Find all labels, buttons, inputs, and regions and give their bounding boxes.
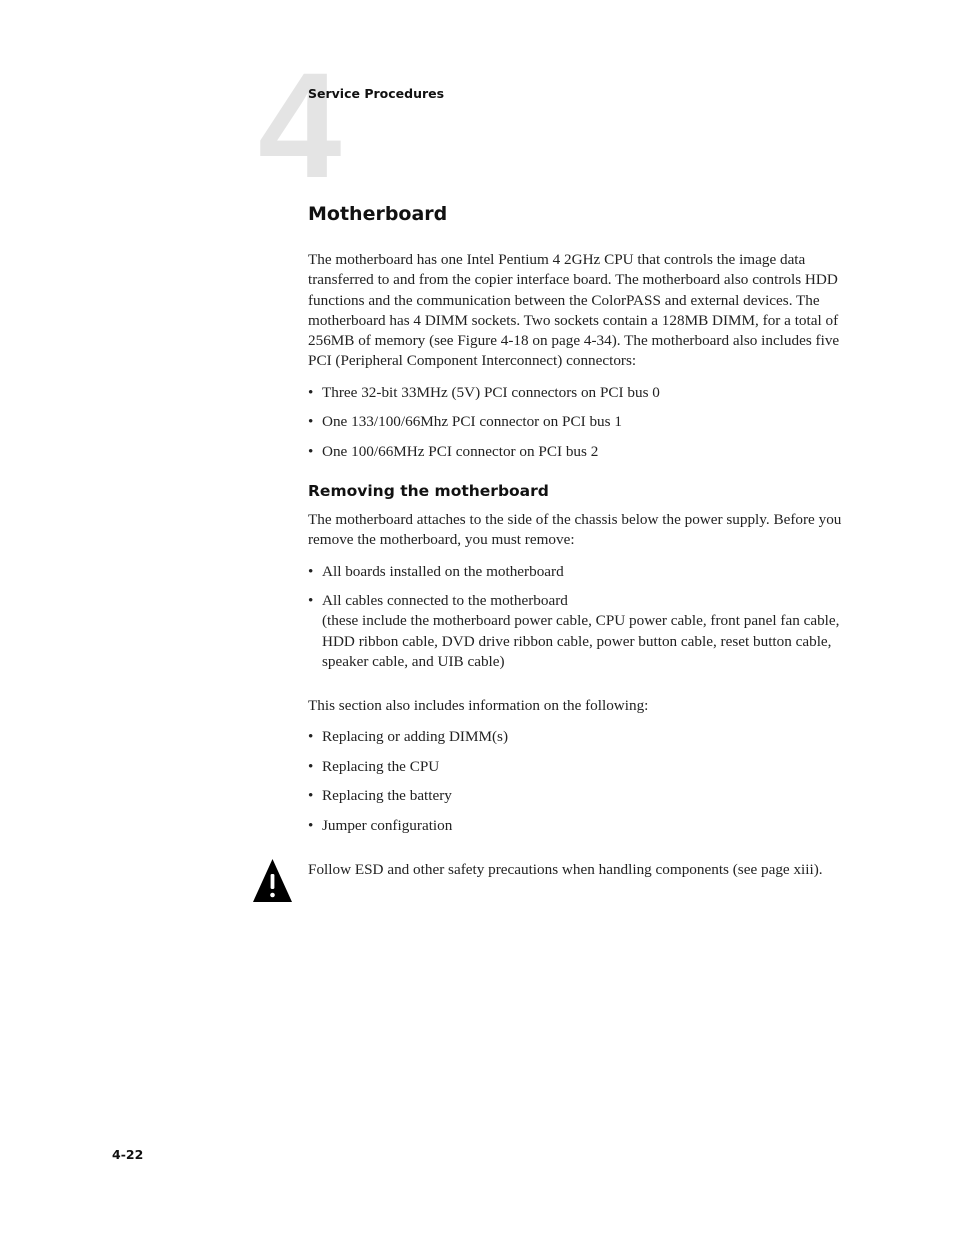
chapter-number: 4 <box>258 41 338 209</box>
subsection-intro-paragraph: The motherboard attaches to the side of the chassis below the power supply. Before you remove the motherboard, you must remove: <box>308 511 842 549</box>
list-item-text: Jumper configuration <box>322 817 453 834</box>
bullet-marker: • <box>308 787 314 804</box>
list-item <box>308 757 843 777</box>
list-item-text: Three 32-bit 33MHz (5V) PCI connectors on PCI bus 0 <box>322 384 660 401</box>
list-item <box>308 727 843 747</box>
list-item <box>308 816 843 836</box>
list-item-text: One 133/100/66Mhz PCI connector on PCI bus 1 <box>322 413 622 430</box>
section-title: Motherboard <box>308 203 448 225</box>
list-item <box>308 412 843 432</box>
bullet-marker: • <box>308 563 314 580</box>
warning-text: Follow ESD and other safety precautions when handling components (see page xiii). <box>308 861 823 878</box>
bullet-marker: • <box>308 728 314 745</box>
list-item <box>308 786 843 806</box>
list-item-text: One 100/66MHz PCI connector on PCI bus 2 <box>322 443 599 460</box>
subsection-title: Removing the motherboard <box>308 482 549 500</box>
cables-note: (these include the motherboard power cable, CPU power cable, front panel fan cable, HDD ribbon cable, DVD drive ribbon cable, power button cable, reset button cable, speaker cable, and UIB cable) <box>322 612 840 670</box>
list-item <box>308 383 843 403</box>
running-head: Service Procedures <box>308 86 445 101</box>
bullet-marker: • <box>308 817 314 834</box>
list-item <box>308 562 843 582</box>
bullet-marker: • <box>308 443 314 460</box>
bullet-marker: • <box>308 592 314 609</box>
list-item-text: Replacing the battery <box>322 787 452 804</box>
bullet-marker: • <box>308 413 314 430</box>
warning-triangle-icon <box>252 858 293 903</box>
list-item-text: Replacing or adding DIMM(s) <box>322 728 509 745</box>
list-item-text: Replacing the CPU <box>322 758 440 775</box>
section-intro-paragraph: The motherboard has one Intel Pentium 4 2GHz CPU that controls the image data transferred to and from the copier interface board. The motherboard also controls HDD functions and the communication between the ColorPASS and external devices. The motherboard has 4 DIMM sockets. Two sockets contain a 128MB DIMM, for a total of 256MB of memory (see Figure 4-18 on page 4-34). The motherboard also includes five PCI (Peripheral Component Interconnect) connectors: <box>308 251 840 370</box>
page-number: 4-22 <box>112 1147 144 1162</box>
list-item <box>308 442 843 462</box>
list-item <box>308 591 843 672</box>
bullet-marker: • <box>308 384 314 401</box>
bullet-marker: • <box>308 758 314 775</box>
list-item-text: All cables connected to the motherboard <box>322 592 568 609</box>
list-item-text: All boards installed on the motherboard <box>322 563 564 580</box>
also-includes-paragraph: This section also includes information on the following: <box>308 697 649 714</box>
